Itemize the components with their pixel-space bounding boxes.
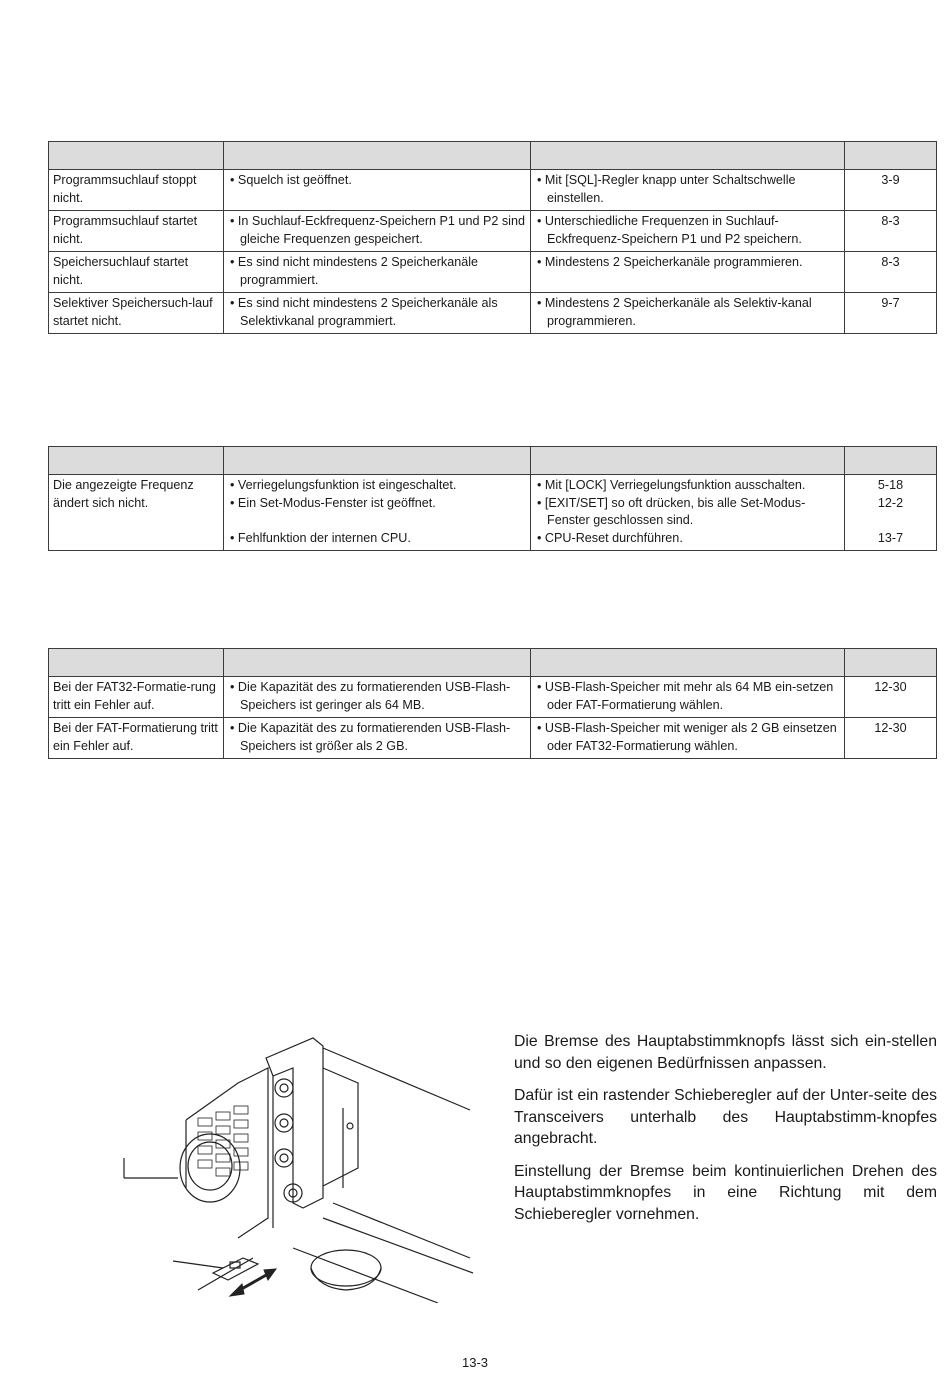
solution-cell: [531, 252, 845, 293]
table-row: [49, 475, 937, 551]
page-ref: 12-2: [877, 495, 904, 510]
cause-item: • Ein Set-Modus-Fenster ist geöffnet.: [228, 495, 526, 513]
paragraph: Einstellung der Bremse beim kontinuierlichen Drehen des Hauptabstimmknopfes in eine Richtung mit dem Schieberegler vornehmen.: [514, 1162, 937, 1223]
problem-cell: Selektiver Speichersuch-lauf startet nicht.: [49, 293, 224, 334]
table-row: [49, 211, 937, 252]
cause-item: • Verriegelungsfunktion ist eingeschaltet.: [228, 477, 526, 495]
cause-cell: [224, 252, 531, 293]
page-ref: 5-18: [877, 478, 904, 492]
page-ref: 12-30: [874, 721, 907, 735]
solution-cell: [531, 475, 845, 551]
reference-cell: [845, 252, 937, 293]
table-row: [49, 677, 937, 718]
transceiver-brake-illustration: [118, 1028, 478, 1303]
cause-item: • Die Kapazität des zu formatierenden USB-Flash-Speichers ist geringer als 64 MB.: [228, 679, 526, 714]
usb-format-troubleshooting-table: [48, 648, 937, 759]
page-ref: 12-30: [874, 680, 907, 694]
cause-item: • Fehlfunktion der internen CPU.: [228, 530, 526, 548]
table-header-row: [49, 649, 937, 677]
paragraph: Die Bremse des Hauptabstimmknopfs lässt sich ein-stellen und so den eigenen Bedürfnissen anpassen.: [514, 1033, 937, 1072]
page-ref: 8-3: [881, 214, 900, 228]
problem-cell: Bei der FAT-Formatierung tritt ein Fehler auf.: [49, 718, 224, 759]
frequency-troubleshooting-table: [48, 446, 937, 551]
cause-item: • In Suchlauf-Eckfrequenz-Speichern P1 und P2 sind gleiche Frequenzen gespeichert.: [228, 213, 526, 248]
solution-cell: [531, 718, 845, 759]
table-row: [49, 718, 937, 759]
reference-cell: [845, 293, 937, 334]
page-ref: 13-7: [877, 530, 904, 545]
scan-troubleshooting-table: [48, 141, 937, 334]
page-ref: 3-9: [881, 173, 900, 187]
problem-cell: Die angezeigte Frequenz ändert sich nicht.: [49, 475, 224, 551]
reference-cell: [845, 718, 937, 759]
solution-item: • Mindestens 2 Speicherkanäle als Selektiv-kanal programmieren.: [535, 295, 840, 330]
cause-item: • Squelch ist geöffnet.: [228, 172, 526, 190]
reference-cell: [845, 677, 937, 718]
table-row: [49, 293, 937, 334]
cause-cell: [224, 475, 531, 551]
solution-item: • Mindestens 2 Speicherkanäle programmieren.: [535, 254, 840, 272]
problem-cell: Speichersuchlauf startet nicht.: [49, 252, 224, 293]
page-ref: 8-3: [881, 255, 900, 269]
cause-item: • Es sind nicht mindestens 2 Speicherkanäle als Selektivkanal programmiert.: [228, 295, 526, 330]
problem-cell: Bei der FAT32-Formatie-rung tritt ein Fehler auf.: [49, 677, 224, 718]
solution-cell: [531, 211, 845, 252]
cause-cell: [224, 293, 531, 334]
cause-item: • Die Kapazität des zu formatierenden USB-Flash-Speichers ist größer als 2 GB.: [228, 720, 526, 755]
reference-cell: [845, 170, 937, 211]
reference-cell: [845, 475, 937, 551]
page-ref: 9-7: [881, 296, 900, 310]
reference-cell: [845, 211, 937, 252]
cause-cell: [224, 170, 531, 211]
solution-cell: [531, 170, 845, 211]
table-row: [49, 252, 937, 293]
cause-cell: [224, 718, 531, 759]
solution-item: • Mit [SQL]-Regler knapp unter Schaltschwelle einstellen.: [535, 172, 840, 207]
brake-description: [514, 1031, 937, 1236]
solution-item: • CPU-Reset durchführen.: [535, 530, 840, 548]
cause-cell: [224, 211, 531, 252]
cause-cell: [224, 677, 531, 718]
solution-item: • USB-Flash-Speicher mit weniger als 2 GB einsetzen oder FAT32-Formatierung wählen.: [535, 720, 840, 755]
table-header-row: [49, 447, 937, 475]
paragraph: Dafür ist ein rastender Schieberegler auf der Unter-seite des Transceivers unterhalb des Hauptabstimm-knopfes angebracht.: [514, 1087, 937, 1147]
solution-cell: [531, 677, 845, 718]
table-header-row: [49, 142, 937, 170]
solution-item: • [EXIT/SET] so oft drücken, bis alle Set-Modus-Fenster geschlossen sind.: [535, 495, 840, 530]
table-row: [49, 170, 937, 211]
solution-cell: [531, 293, 845, 334]
solution-item: • Unterschiedliche Frequenzen in Suchlauf-Eckfrequenz-Speichern P1 und P2 speichern.: [535, 213, 840, 248]
page-number: 13-3: [461, 1355, 489, 1370]
solution-item: • USB-Flash-Speicher mit mehr als 64 MB ein-setzen oder FAT-Formatierung wählen.: [535, 679, 840, 714]
solution-item: • Mit [LOCK] Verriegelungsfunktion ausschalten.: [535, 477, 840, 495]
problem-cell: Programmsuchlauf stoppt nicht.: [49, 170, 224, 211]
cause-item: • Es sind nicht mindestens 2 Speicherkanäle programmiert.: [228, 254, 526, 289]
problem-cell: Programmsuchlauf startet nicht.: [49, 211, 224, 252]
